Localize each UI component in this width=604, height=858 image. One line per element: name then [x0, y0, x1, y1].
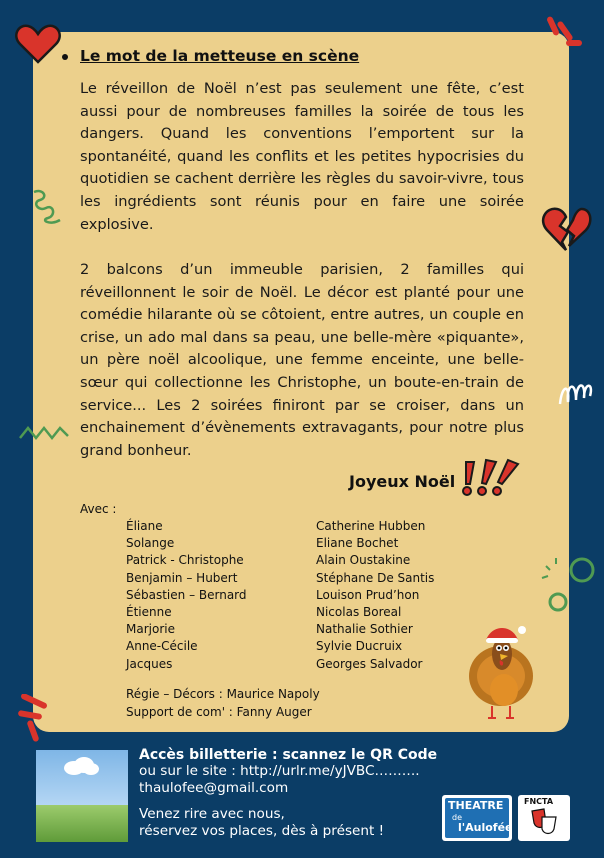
logo-text-aulofee: l'Aulofée: [458, 821, 513, 834]
heart-icon: [14, 22, 62, 66]
logo-text-theatre: THEATRE: [448, 799, 504, 812]
fncta-logo: [518, 795, 570, 841]
theatre-masks-icon: [530, 807, 558, 835]
greeting: Joyeux Noël: [349, 472, 456, 491]
invite-line-1: Venez rire avec nous,: [139, 806, 285, 822]
role-item: Étienne: [126, 605, 172, 620]
regie-credit: Régie – Décors : Maurice Napoly: [126, 687, 320, 701]
plot-paragraph: 2 balcons d’un immeuble parisien, 2 familles qui réveillonnent le soir de Noël. Le décor est planté pour une comédie hilarante où se côtoient, entre autres, un couple en crise, un ado mal dans sa peau, une belle-mère «piquante», un père noël alcoolique, une femme enceinte, une belle-sœur qui collectionne les Christophe, un boute-en-train de service... Les 2 soirées finiront par se croiser, dans un enchainement d’évènements extravagants, pour notre plus grand bonheur.: [80, 261, 524, 459]
actor-item: Alain Oustakine: [316, 553, 411, 568]
role-item: Benjamin – Hubert: [126, 570, 238, 585]
cloud-icon: [60, 756, 100, 776]
actor-item: Nathalie Sothier: [316, 622, 413, 637]
red-lines-icon: [14, 694, 56, 744]
invite-line-2: réservez vos places, dès à présent !: [139, 823, 385, 839]
landscape-image: [36, 750, 128, 842]
spring-icon: [556, 374, 596, 410]
cast-label: Avec :: [80, 502, 117, 516]
actor-item: Sylvie Ducruix: [316, 639, 403, 654]
actor-item: Louison Prud’hon: [316, 587, 420, 602]
actor-item: Georges Salvador: [316, 656, 423, 671]
section-heading: [62, 47, 359, 65]
bullet-icon: [62, 54, 68, 60]
exclamation-icon: [456, 458, 524, 498]
ticket-site[interactable]: ou sur le site : http://urlr.me/yJVBC……….: [139, 763, 420, 779]
role-item: Patrick - Christophe: [126, 553, 244, 568]
sparkle-lines-icon: [544, 14, 584, 58]
role-item: Marjorie: [126, 622, 175, 637]
role-item: Éliane: [126, 519, 163, 533]
circles-icon: [538, 552, 600, 614]
heading-text: Le mot de la metteuse en scène: [80, 47, 360, 65]
zigzag-icon: [18, 424, 70, 444]
broken-heart-icon: [540, 204, 592, 254]
roles-list: [126, 518, 247, 673]
support-credit: Support de com' : Fanny Auger: [126, 704, 312, 719]
ticket-title: Accès billetterie : scannez le QR Code: [139, 747, 438, 763]
actor-item: Nicolas Boreal: [316, 605, 402, 620]
role-item: Jacques: [126, 656, 173, 671]
actor-item: Eliane Bochet: [316, 536, 399, 551]
role-item: Sébastien – Bernard: [126, 587, 247, 602]
actor-item: Stéphane De Santis: [316, 570, 435, 585]
actor-item: Catherine Hubben: [316, 519, 426, 533]
logo-text-fncta: FNCTA: [524, 797, 554, 806]
role-item: Anne-Cécile: [126, 639, 198, 654]
logo-text-de: de: [452, 813, 462, 822]
intro-paragraph: Le réveillon de Noël n’est pas seulement une fête, c’est aussi pour de nombreuses familles la soirée de tous les dangers. Quand les conventions l’emportent sur la spontanéité, quand les conflits et les petites hypocrisies du quotidien se cachent derrière les règles du savoir-vivre, tous les ingrédients sont réunis pour en faire une soirée explosive.: [80, 80, 524, 233]
credits: [126, 686, 320, 721]
role-item: Solange: [126, 536, 175, 551]
contact-email[interactable]: thaulofee@gmail.com: [139, 780, 289, 796]
actors-list: [316, 518, 434, 673]
theatre-aulofee-logo: [442, 795, 512, 841]
green-squiggle-icon: [30, 186, 70, 226]
turkey-santa-hat-icon: [466, 618, 536, 724]
